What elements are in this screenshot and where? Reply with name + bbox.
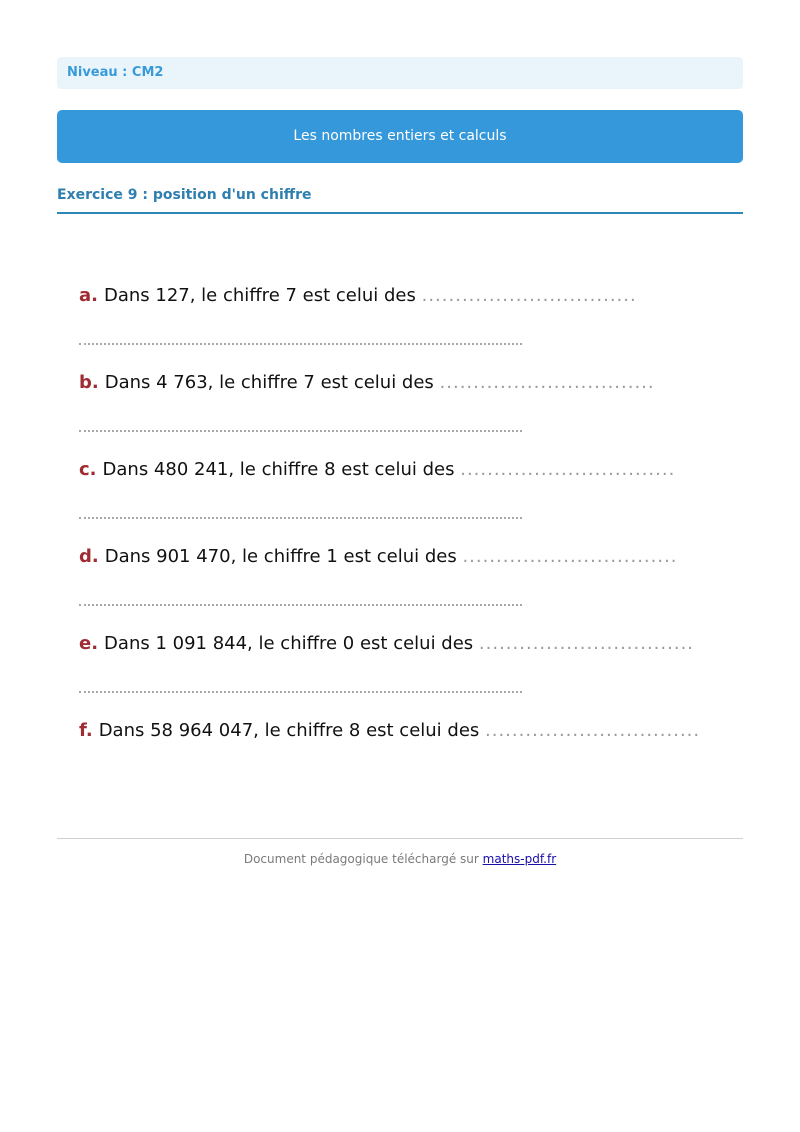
footer-link[interactable]: maths-pdf.fr [482, 852, 557, 866]
question-text: Dans 4 763, le chiffre 7 est celui des [104, 372, 434, 393]
answer-line [79, 604, 522, 606]
question-a [79, 281, 637, 311]
exercise-questions [79, 270, 701, 750]
answer-dots: ................................ [460, 459, 676, 480]
answer-dots: ................................ [462, 546, 678, 567]
question-letter: f. [79, 720, 93, 741]
answer-dots: ................................ [421, 285, 637, 306]
question-text: Dans 58 964 047, le chiffre 8 est celui des [98, 720, 480, 741]
answer-dots: ................................ [485, 720, 701, 741]
level-badge: Niveau : CM2 [57, 57, 743, 89]
topic-banner: Les nombres entiers et calculs [57, 110, 743, 163]
answer-dots: ................................ [439, 372, 655, 393]
question-b [79, 368, 655, 398]
answer-line [79, 343, 522, 345]
question-f [79, 716, 701, 746]
exercise-title: Exercice 9 : position d'un chiffre [57, 185, 743, 214]
question-letter: e. [79, 633, 99, 654]
question-c [79, 455, 676, 485]
question-e [79, 629, 695, 659]
answer-line [79, 517, 522, 519]
footer [57, 852, 743, 866]
question-text: Dans 1 091 844, le chiffre 0 est celui des [104, 633, 474, 654]
question-letter: c. [79, 459, 97, 480]
question-d [79, 542, 678, 572]
footer-divider [57, 838, 743, 839]
question-letter: d. [79, 546, 99, 567]
footer-text: Document pédagogique téléchargé sur [243, 852, 479, 866]
question-letter: a. [79, 285, 98, 306]
question-text: Dans 127, le chiffre 7 est celui des [103, 285, 416, 306]
question-text: Dans 901 470, le chiffre 1 est celui des [104, 546, 457, 567]
question-letter: b. [79, 372, 99, 393]
answer-dots: ................................ [478, 633, 695, 654]
answer-line [79, 691, 522, 693]
question-text: Dans 480 241, le chiffre 8 est celui des [102, 459, 455, 480]
answer-line [79, 430, 522, 432]
